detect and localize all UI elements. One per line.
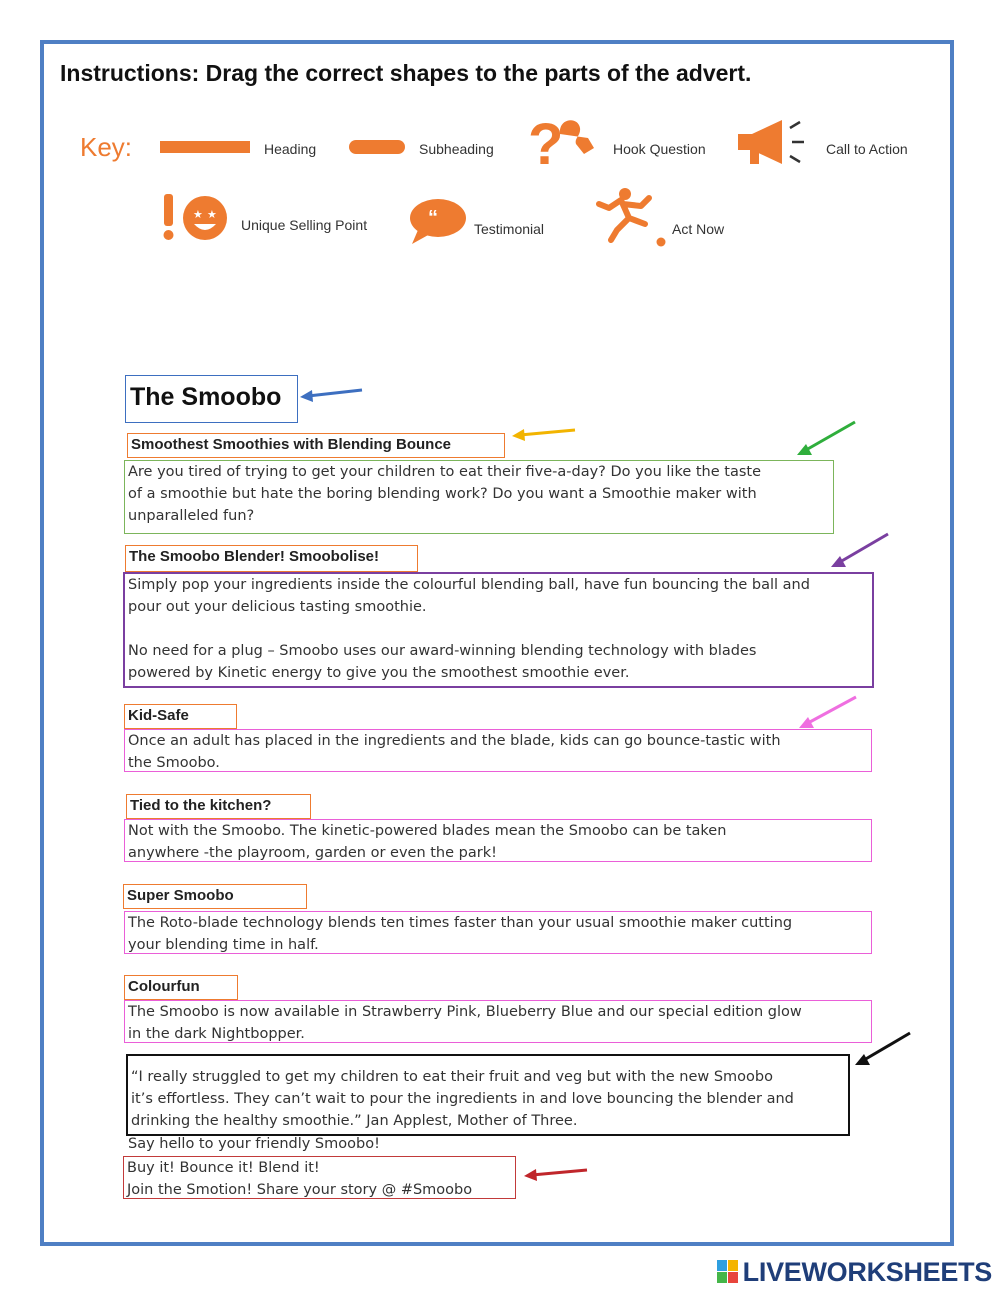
- section4-heading: Super Smoobo: [127, 887, 234, 904]
- arrow-hook-question: [797, 422, 855, 455]
- key-label-act-now: Act Now: [672, 221, 725, 237]
- testimonial-line-3: drinking the healthy smoothie.” Jan Applest, Mother of Three.: [131, 1113, 578, 1129]
- section4-line-1: The Roto-blade technology blends ten times faster than your usual smoothie maker cutting: [128, 915, 793, 931]
- svg-text:?: ?: [528, 112, 564, 174]
- arrow-testimonial: [855, 1033, 910, 1065]
- section3-line-2: anywhere -the playroom, garden or even the park!: [128, 845, 497, 861]
- key-label-subheading: Subheading: [419, 141, 494, 157]
- arrow-call-to-action: [524, 1169, 587, 1181]
- testimonial-line-1: “I really struggled to get my children to eat their fruit and veg but with the new Smoobo: [131, 1069, 773, 1085]
- arrow-section2: [799, 697, 856, 728]
- hook-line-2: of a smoothie but hate the boring blending work? Do you want a Smoothie maker with: [128, 486, 757, 502]
- section1-line-4: No need for a plug – Smoobo uses our award-winning blending technology with blades: [128, 643, 757, 659]
- testimonial-line-2: it’s effortless. They can’t wait to pour the ingredients in and love bouncing the blender and: [131, 1091, 794, 1107]
- key-label-heading: Heading: [264, 141, 317, 157]
- key-label-testimonial: Testimonial: [474, 221, 545, 237]
- say-hello-text: Say hello to your friendly Smoobo!: [128, 1136, 380, 1152]
- section2-line-2: the Smoobo.: [128, 755, 220, 771]
- liveworksheets-mark-icon: [717, 1260, 739, 1284]
- key-title: Key:: [80, 132, 133, 162]
- section3-line-1: Not with the Smoobo. The kinetic-powered blades mean the Smoobo can be taken: [128, 823, 727, 839]
- section3-heading: Tied to the kitchen?: [130, 797, 272, 814]
- section5-line-1: The Smoobo is now available in Strawberry Pink, Blueberry Blue and our special edition glow: [128, 1004, 802, 1020]
- svg-text:“: “: [428, 207, 438, 229]
- key-label-hook-question: Hook Question: [613, 141, 706, 157]
- section4-line-2: your blending time in half.: [128, 937, 319, 953]
- cta-line-2: Join the Smotion! Share your story @ #Smoobo: [127, 1182, 473, 1198]
- arrow-subheading: [512, 429, 575, 441]
- section5-heading: Colourfun: [128, 978, 200, 995]
- section5-line-2: in the dark Nightbopper.: [128, 1026, 305, 1042]
- hook-line-1: Are you tired of trying to get your children to eat their five-a-day? Do you like the taste: [128, 464, 761, 480]
- svg-text:★: ★: [193, 209, 203, 221]
- section2-line-1: Once an adult has placed in the ingredients and the blade, kids can go bounce-tastic with: [128, 733, 781, 749]
- advert-title: The Smoobo: [130, 383, 282, 411]
- svg-text:★: ★: [207, 209, 217, 221]
- hook-line-3: unparalleled fun?: [128, 508, 255, 524]
- arrow-section1: [831, 534, 888, 567]
- brand-text: LIVEWORKSHEETS: [742, 1257, 992, 1287]
- liveworksheets-logo: [717, 1257, 992, 1288]
- section1-line-1: Simply pop your ingredients inside the colourful blending ball, have fun bouncing the ball and: [128, 577, 810, 593]
- key-label-call-to-action: Call to Action: [826, 141, 908, 157]
- section1-heading: The Smoobo Blender! Smoobolise!: [129, 548, 380, 565]
- section1-line-5: powered by Kinetic energy to give you the smoothest smoothie ever.: [128, 665, 630, 681]
- subheading-text: Smoothest Smoothies with Blending Bounce: [131, 436, 452, 453]
- section1-line-2: pour out your delicious tasting smoothie.: [128, 599, 427, 615]
- cta-line-1: Buy it! Bounce it! Blend it!: [127, 1160, 320, 1176]
- section2-heading: Kid-Safe: [128, 707, 189, 724]
- arrow-title: [300, 390, 362, 402]
- instructions-text: Instructions: Drag the correct shapes to the parts of the advert.: [60, 60, 752, 86]
- key-label-unique-selling-point: Unique Selling Point: [241, 217, 368, 233]
